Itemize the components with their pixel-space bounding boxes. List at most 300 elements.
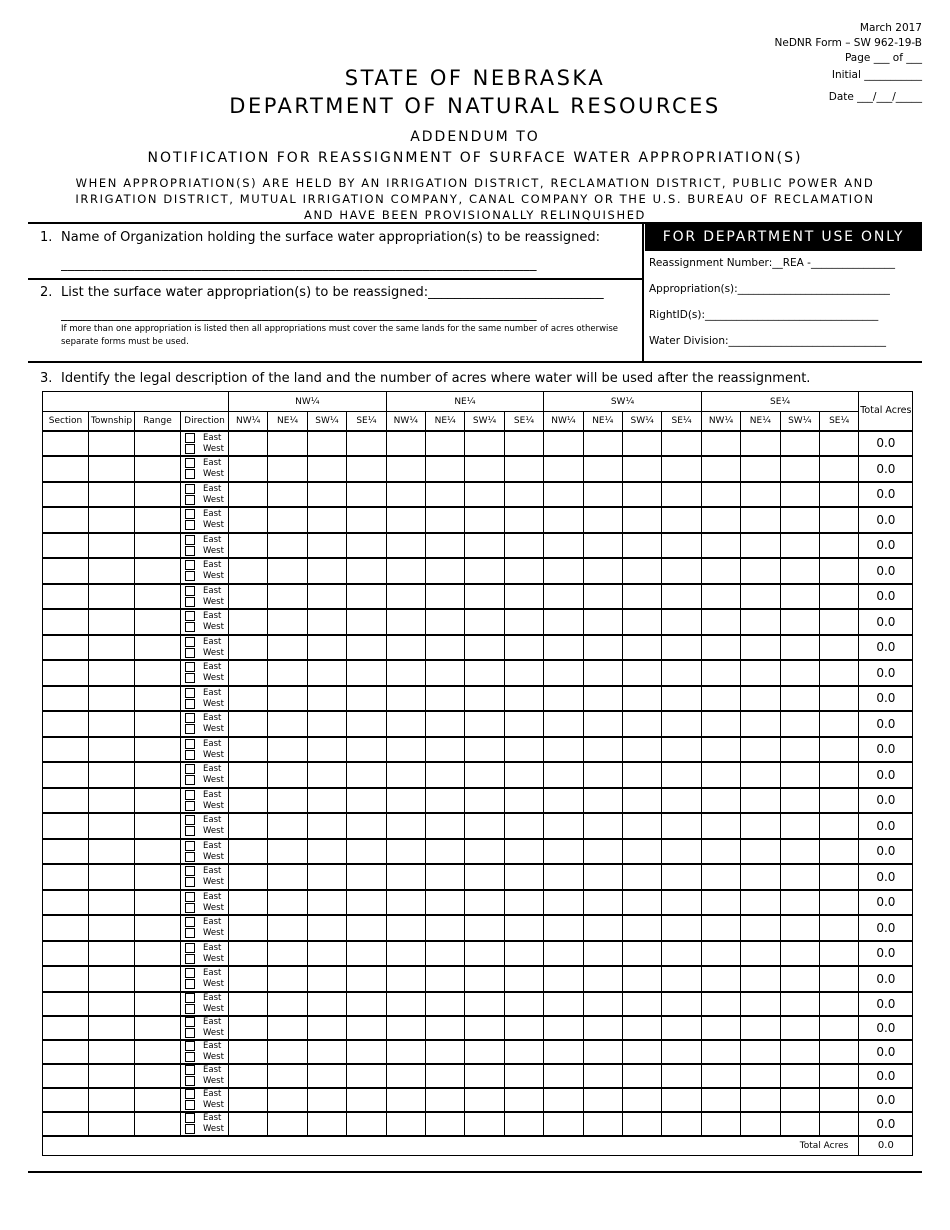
acre-cell[interactable] bbox=[583, 711, 622, 737]
west-option[interactable] bbox=[185, 877, 228, 888]
west-checkbox[interactable] bbox=[185, 520, 195, 530]
acre-cell[interactable] bbox=[504, 660, 543, 686]
acre-cell[interactable] bbox=[465, 558, 504, 584]
township-cell[interactable] bbox=[89, 507, 135, 533]
acre-cell[interactable] bbox=[819, 890, 858, 916]
acre-cell[interactable] bbox=[347, 431, 386, 457]
east-checkbox[interactable] bbox=[185, 739, 195, 749]
section-cell[interactable] bbox=[43, 915, 89, 941]
acre-cell[interactable] bbox=[504, 966, 543, 992]
acre-cell[interactable] bbox=[741, 762, 780, 788]
east-checkbox[interactable] bbox=[185, 790, 195, 800]
acre-cell[interactable] bbox=[819, 992, 858, 1016]
acre-cell[interactable] bbox=[386, 864, 425, 890]
township-cell[interactable] bbox=[89, 609, 135, 635]
acre-cell[interactable] bbox=[622, 813, 661, 839]
east-checkbox[interactable] bbox=[185, 713, 195, 723]
acre-cell[interactable] bbox=[741, 660, 780, 686]
east-option[interactable] bbox=[185, 1017, 228, 1028]
east-checkbox[interactable] bbox=[185, 943, 195, 953]
acre-cell[interactable] bbox=[426, 864, 465, 890]
west-checkbox[interactable] bbox=[185, 1100, 195, 1110]
west-checkbox[interactable] bbox=[185, 852, 195, 862]
q2-appropriations-field-2[interactable]: _______________________________________________________________________ bbox=[61, 307, 537, 322]
east-option[interactable] bbox=[185, 917, 228, 928]
west-option[interactable] bbox=[185, 545, 228, 556]
east-option[interactable] bbox=[185, 560, 228, 571]
acre-cell[interactable] bbox=[780, 762, 819, 788]
east-option[interactable] bbox=[185, 738, 228, 749]
acre-cell[interactable] bbox=[268, 558, 307, 584]
section-cell[interactable] bbox=[43, 839, 89, 865]
acre-cell[interactable] bbox=[780, 1040, 819, 1064]
east-checkbox[interactable] bbox=[185, 535, 195, 545]
acre-cell[interactable] bbox=[426, 660, 465, 686]
acre-cell[interactable] bbox=[268, 686, 307, 712]
acre-cell[interactable] bbox=[583, 533, 622, 559]
acre-cell[interactable] bbox=[504, 1016, 543, 1040]
acre-cell[interactable] bbox=[622, 558, 661, 584]
acre-cell[interactable] bbox=[307, 431, 346, 457]
acre-cell[interactable] bbox=[465, 711, 504, 737]
township-cell[interactable] bbox=[89, 813, 135, 839]
acre-cell[interactable] bbox=[347, 1040, 386, 1064]
acre-cell[interactable] bbox=[741, 788, 780, 814]
acre-cell[interactable] bbox=[741, 507, 780, 533]
acre-cell[interactable] bbox=[229, 1016, 268, 1040]
section-cell[interactable] bbox=[43, 482, 89, 508]
acre-cell[interactable] bbox=[268, 456, 307, 482]
acre-cell[interactable] bbox=[701, 864, 740, 890]
acre-cell[interactable] bbox=[701, 839, 740, 865]
acre-cell[interactable] bbox=[307, 762, 346, 788]
acre-cell[interactable] bbox=[386, 915, 425, 941]
acre-cell[interactable] bbox=[229, 966, 268, 992]
section-cell[interactable] bbox=[43, 992, 89, 1016]
acre-cell[interactable] bbox=[819, 660, 858, 686]
acre-cell[interactable] bbox=[426, 431, 465, 457]
east-option[interactable] bbox=[185, 1113, 228, 1124]
range-cell[interactable] bbox=[135, 1112, 181, 1136]
acre-cell[interactable] bbox=[504, 686, 543, 712]
acre-cell[interactable] bbox=[622, 1064, 661, 1088]
township-cell[interactable] bbox=[89, 686, 135, 712]
section-cell[interactable] bbox=[43, 635, 89, 661]
acre-cell[interactable] bbox=[544, 941, 583, 967]
township-cell[interactable] bbox=[89, 635, 135, 661]
acre-cell[interactable] bbox=[229, 1112, 268, 1136]
east-option[interactable] bbox=[185, 611, 228, 622]
acre-cell[interactable] bbox=[229, 558, 268, 584]
acre-cell[interactable] bbox=[386, 609, 425, 635]
acre-cell[interactable] bbox=[426, 1088, 465, 1112]
acre-cell[interactable] bbox=[465, 762, 504, 788]
section-cell[interactable] bbox=[43, 941, 89, 967]
east-option[interactable] bbox=[185, 993, 228, 1004]
range-cell[interactable] bbox=[135, 558, 181, 584]
east-option[interactable] bbox=[185, 968, 228, 979]
acre-cell[interactable] bbox=[780, 686, 819, 712]
acre-cell[interactable] bbox=[386, 558, 425, 584]
acre-cell[interactable] bbox=[583, 456, 622, 482]
acre-cell[interactable] bbox=[504, 584, 543, 610]
acre-cell[interactable] bbox=[544, 660, 583, 686]
acre-cell[interactable] bbox=[780, 737, 819, 763]
acre-cell[interactable] bbox=[465, 1112, 504, 1136]
acre-cell[interactable] bbox=[307, 558, 346, 584]
acre-cell[interactable] bbox=[662, 1016, 701, 1040]
acre-cell[interactable] bbox=[426, 1040, 465, 1064]
range-cell[interactable] bbox=[135, 915, 181, 941]
west-checkbox[interactable] bbox=[185, 801, 195, 811]
east-checkbox[interactable] bbox=[185, 1065, 195, 1075]
west-checkbox[interactable] bbox=[185, 622, 195, 632]
acre-cell[interactable] bbox=[504, 813, 543, 839]
acre-cell[interactable] bbox=[386, 737, 425, 763]
acre-cell[interactable] bbox=[662, 992, 701, 1016]
west-option[interactable] bbox=[185, 698, 228, 709]
acre-cell[interactable] bbox=[819, 533, 858, 559]
date-field[interactable]: Date ___/___/_____ bbox=[828, 91, 922, 103]
acre-cell[interactable] bbox=[465, 839, 504, 865]
range-cell[interactable] bbox=[135, 890, 181, 916]
range-cell[interactable] bbox=[135, 686, 181, 712]
acre-cell[interactable] bbox=[583, 507, 622, 533]
section-cell[interactable] bbox=[43, 507, 89, 533]
acre-cell[interactable] bbox=[347, 660, 386, 686]
acre-cell[interactable] bbox=[544, 966, 583, 992]
acre-cell[interactable] bbox=[780, 1064, 819, 1088]
acre-cell[interactable] bbox=[229, 839, 268, 865]
east-option[interactable] bbox=[185, 458, 228, 469]
acre-cell[interactable] bbox=[622, 660, 661, 686]
acre-cell[interactable] bbox=[622, 584, 661, 610]
acre-cell[interactable] bbox=[465, 482, 504, 508]
acre-cell[interactable] bbox=[347, 456, 386, 482]
east-option[interactable] bbox=[185, 636, 228, 647]
west-checkbox[interactable] bbox=[185, 724, 195, 734]
acre-cell[interactable] bbox=[426, 686, 465, 712]
acre-cell[interactable] bbox=[504, 915, 543, 941]
acre-cell[interactable] bbox=[544, 711, 583, 737]
acre-cell[interactable] bbox=[268, 609, 307, 635]
acre-cell[interactable] bbox=[662, 456, 701, 482]
acre-cell[interactable] bbox=[347, 762, 386, 788]
east-checkbox[interactable] bbox=[185, 1089, 195, 1099]
east-checkbox[interactable] bbox=[185, 1041, 195, 1051]
east-option[interactable] bbox=[185, 815, 228, 826]
west-checkbox[interactable] bbox=[185, 648, 195, 658]
west-option[interactable] bbox=[185, 749, 228, 760]
west-option[interactable] bbox=[185, 1004, 228, 1015]
east-checkbox[interactable] bbox=[185, 560, 195, 570]
acre-cell[interactable] bbox=[741, 813, 780, 839]
acre-cell[interactable] bbox=[622, 788, 661, 814]
acre-cell[interactable] bbox=[622, 762, 661, 788]
section-cell[interactable] bbox=[43, 686, 89, 712]
west-checkbox[interactable] bbox=[185, 1076, 195, 1086]
acre-cell[interactable] bbox=[347, 1112, 386, 1136]
acre-cell[interactable] bbox=[465, 456, 504, 482]
acre-cell[interactable] bbox=[504, 737, 543, 763]
acre-cell[interactable] bbox=[504, 431, 543, 457]
acre-cell[interactable] bbox=[465, 507, 504, 533]
acre-cell[interactable] bbox=[819, 788, 858, 814]
east-option[interactable] bbox=[185, 1065, 228, 1076]
acre-cell[interactable] bbox=[819, 737, 858, 763]
acre-cell[interactable] bbox=[268, 482, 307, 508]
acre-cell[interactable] bbox=[741, 456, 780, 482]
section-cell[interactable] bbox=[43, 431, 89, 457]
acre-cell[interactable] bbox=[741, 890, 780, 916]
acre-cell[interactable] bbox=[504, 711, 543, 737]
acre-cell[interactable] bbox=[268, 507, 307, 533]
section-cell[interactable] bbox=[43, 1040, 89, 1064]
section-cell[interactable] bbox=[43, 1064, 89, 1088]
acre-cell[interactable] bbox=[583, 788, 622, 814]
acre-cell[interactable] bbox=[307, 507, 346, 533]
section-cell[interactable] bbox=[43, 864, 89, 890]
east-checkbox[interactable] bbox=[185, 815, 195, 825]
acre-cell[interactable] bbox=[544, 1040, 583, 1064]
acre-cell[interactable] bbox=[386, 635, 425, 661]
section-cell[interactable] bbox=[43, 1016, 89, 1040]
acre-cell[interactable] bbox=[544, 584, 583, 610]
acre-cell[interactable] bbox=[465, 813, 504, 839]
township-cell[interactable] bbox=[89, 711, 135, 737]
township-cell[interactable] bbox=[89, 660, 135, 686]
acre-cell[interactable] bbox=[701, 992, 740, 1016]
initial-field[interactable]: Initial ___________ bbox=[831, 69, 922, 81]
acre-cell[interactable] bbox=[307, 941, 346, 967]
acre-cell[interactable] bbox=[544, 533, 583, 559]
west-option[interactable] bbox=[185, 979, 228, 990]
acre-cell[interactable] bbox=[622, 482, 661, 508]
west-checkbox[interactable] bbox=[185, 877, 195, 887]
acre-cell[interactable] bbox=[622, 839, 661, 865]
acre-cell[interactable] bbox=[741, 558, 780, 584]
acre-cell[interactable] bbox=[426, 1064, 465, 1088]
acre-cell[interactable] bbox=[229, 1040, 268, 1064]
acre-cell[interactable] bbox=[268, 1064, 307, 1088]
east-checkbox[interactable] bbox=[185, 993, 195, 1003]
acre-cell[interactable] bbox=[426, 558, 465, 584]
acre-cell[interactable] bbox=[780, 941, 819, 967]
acre-cell[interactable] bbox=[229, 992, 268, 1016]
acre-cell[interactable] bbox=[583, 737, 622, 763]
range-cell[interactable] bbox=[135, 1016, 181, 1040]
acre-cell[interactable] bbox=[701, 635, 740, 661]
acre-cell[interactable] bbox=[386, 660, 425, 686]
township-cell[interactable] bbox=[89, 482, 135, 508]
township-cell[interactable] bbox=[89, 1016, 135, 1040]
acre-cell[interactable] bbox=[268, 839, 307, 865]
west-checkbox[interactable] bbox=[185, 1124, 195, 1134]
range-cell[interactable] bbox=[135, 711, 181, 737]
acre-cell[interactable] bbox=[229, 890, 268, 916]
acre-cell[interactable] bbox=[701, 813, 740, 839]
acre-cell[interactable] bbox=[583, 1088, 622, 1112]
acre-cell[interactable] bbox=[465, 431, 504, 457]
acre-cell[interactable] bbox=[426, 1016, 465, 1040]
acre-cell[interactable] bbox=[583, 992, 622, 1016]
acre-cell[interactable] bbox=[504, 533, 543, 559]
east-option[interactable] bbox=[185, 687, 228, 698]
township-cell[interactable] bbox=[89, 992, 135, 1016]
acre-cell[interactable] bbox=[386, 813, 425, 839]
range-cell[interactable] bbox=[135, 456, 181, 482]
acre-cell[interactable] bbox=[819, 1112, 858, 1136]
acre-cell[interactable] bbox=[741, 431, 780, 457]
acre-cell[interactable] bbox=[386, 1040, 425, 1064]
acre-cell[interactable] bbox=[426, 456, 465, 482]
acre-cell[interactable] bbox=[701, 609, 740, 635]
acre-cell[interactable] bbox=[583, 864, 622, 890]
acre-cell[interactable] bbox=[741, 686, 780, 712]
acre-cell[interactable] bbox=[426, 915, 465, 941]
section-cell[interactable] bbox=[43, 788, 89, 814]
acre-cell[interactable] bbox=[504, 992, 543, 1016]
section-cell[interactable] bbox=[43, 456, 89, 482]
section-cell[interactable] bbox=[43, 533, 89, 559]
acre-cell[interactable] bbox=[347, 711, 386, 737]
acre-cell[interactable] bbox=[544, 737, 583, 763]
q2-appropriations-field[interactable]: ___________________________ bbox=[428, 285, 604, 300]
acre-cell[interactable] bbox=[741, 609, 780, 635]
acre-cell[interactable] bbox=[426, 584, 465, 610]
acre-cell[interactable] bbox=[426, 992, 465, 1016]
acre-cell[interactable] bbox=[701, 456, 740, 482]
township-cell[interactable] bbox=[89, 456, 135, 482]
acre-cell[interactable] bbox=[307, 1016, 346, 1040]
acre-cell[interactable] bbox=[229, 635, 268, 661]
acre-cell[interactable] bbox=[465, 992, 504, 1016]
west-option[interactable] bbox=[185, 928, 228, 939]
acre-cell[interactable] bbox=[622, 686, 661, 712]
east-option[interactable] bbox=[185, 509, 228, 520]
acre-cell[interactable] bbox=[622, 533, 661, 559]
acre-cell[interactable] bbox=[741, 482, 780, 508]
west-checkbox[interactable] bbox=[185, 597, 195, 607]
acre-cell[interactable] bbox=[307, 609, 346, 635]
section-cell[interactable] bbox=[43, 609, 89, 635]
acre-cell[interactable] bbox=[504, 1064, 543, 1088]
acre-cell[interactable] bbox=[504, 558, 543, 584]
acre-cell[interactable] bbox=[229, 507, 268, 533]
acre-cell[interactable] bbox=[307, 839, 346, 865]
acre-cell[interactable] bbox=[662, 482, 701, 508]
acre-cell[interactable] bbox=[819, 456, 858, 482]
range-cell[interactable] bbox=[135, 1064, 181, 1088]
west-checkbox[interactable] bbox=[185, 928, 195, 938]
section-cell[interactable] bbox=[43, 711, 89, 737]
acre-cell[interactable] bbox=[229, 456, 268, 482]
section-cell[interactable] bbox=[43, 966, 89, 992]
township-cell[interactable] bbox=[89, 966, 135, 992]
section-cell[interactable] bbox=[43, 737, 89, 763]
acre-cell[interactable] bbox=[426, 482, 465, 508]
west-option[interactable] bbox=[185, 775, 228, 786]
acre-cell[interactable] bbox=[583, 558, 622, 584]
west-checkbox[interactable] bbox=[185, 699, 195, 709]
acre-cell[interactable] bbox=[583, 686, 622, 712]
acre-cell[interactable] bbox=[386, 507, 425, 533]
west-option[interactable] bbox=[185, 902, 228, 913]
acre-cell[interactable] bbox=[386, 1064, 425, 1088]
acre-cell[interactable] bbox=[701, 533, 740, 559]
acre-cell[interactable] bbox=[307, 788, 346, 814]
east-option[interactable] bbox=[185, 483, 228, 494]
east-checkbox[interactable] bbox=[185, 866, 195, 876]
acre-cell[interactable] bbox=[386, 966, 425, 992]
acre-cell[interactable] bbox=[741, 915, 780, 941]
acre-cell[interactable] bbox=[229, 533, 268, 559]
acre-cell[interactable] bbox=[780, 1112, 819, 1136]
acre-cell[interactable] bbox=[819, 966, 858, 992]
acre-cell[interactable] bbox=[701, 482, 740, 508]
acre-cell[interactable] bbox=[819, 609, 858, 635]
acre-cell[interactable] bbox=[819, 1016, 858, 1040]
acre-cell[interactable] bbox=[347, 1088, 386, 1112]
acre-cell[interactable] bbox=[426, 609, 465, 635]
acre-cell[interactable] bbox=[741, 1112, 780, 1136]
acre-cell[interactable] bbox=[662, 1040, 701, 1064]
acre-cell[interactable] bbox=[583, 1016, 622, 1040]
west-option[interactable] bbox=[185, 469, 228, 480]
west-checkbox[interactable] bbox=[185, 979, 195, 989]
acre-cell[interactable] bbox=[544, 839, 583, 865]
acre-cell[interactable] bbox=[819, 915, 858, 941]
acre-cell[interactable] bbox=[662, 915, 701, 941]
acre-cell[interactable] bbox=[268, 660, 307, 686]
acre-cell[interactable] bbox=[780, 584, 819, 610]
west-option[interactable] bbox=[185, 1076, 228, 1087]
acre-cell[interactable] bbox=[819, 482, 858, 508]
acre-cell[interactable] bbox=[307, 686, 346, 712]
east-option[interactable] bbox=[185, 866, 228, 877]
acre-cell[interactable] bbox=[701, 1040, 740, 1064]
acre-cell[interactable] bbox=[662, 635, 701, 661]
acre-cell[interactable] bbox=[622, 507, 661, 533]
acre-cell[interactable] bbox=[544, 813, 583, 839]
range-cell[interactable] bbox=[135, 762, 181, 788]
acre-cell[interactable] bbox=[268, 635, 307, 661]
acre-cell[interactable] bbox=[426, 762, 465, 788]
acre-cell[interactable] bbox=[465, 686, 504, 712]
acre-cell[interactable] bbox=[662, 864, 701, 890]
range-cell[interactable] bbox=[135, 941, 181, 967]
acre-cell[interactable] bbox=[701, 1112, 740, 1136]
acre-cell[interactable] bbox=[426, 941, 465, 967]
acre-cell[interactable] bbox=[583, 1112, 622, 1136]
acre-cell[interactable] bbox=[622, 1088, 661, 1112]
acre-cell[interactable] bbox=[347, 635, 386, 661]
east-option[interactable] bbox=[185, 662, 228, 673]
west-option[interactable] bbox=[185, 596, 228, 607]
acre-cell[interactable] bbox=[544, 686, 583, 712]
township-cell[interactable] bbox=[89, 1088, 135, 1112]
acre-cell[interactable] bbox=[504, 941, 543, 967]
acre-cell[interactable] bbox=[662, 941, 701, 967]
acre-cell[interactable] bbox=[622, 431, 661, 457]
acre-cell[interactable] bbox=[465, 941, 504, 967]
acre-cell[interactable] bbox=[662, 890, 701, 916]
acre-cell[interactable] bbox=[780, 456, 819, 482]
west-option[interactable] bbox=[185, 953, 228, 964]
west-checkbox[interactable] bbox=[185, 750, 195, 760]
acre-cell[interactable] bbox=[741, 992, 780, 1016]
acre-cell[interactable] bbox=[662, 762, 701, 788]
